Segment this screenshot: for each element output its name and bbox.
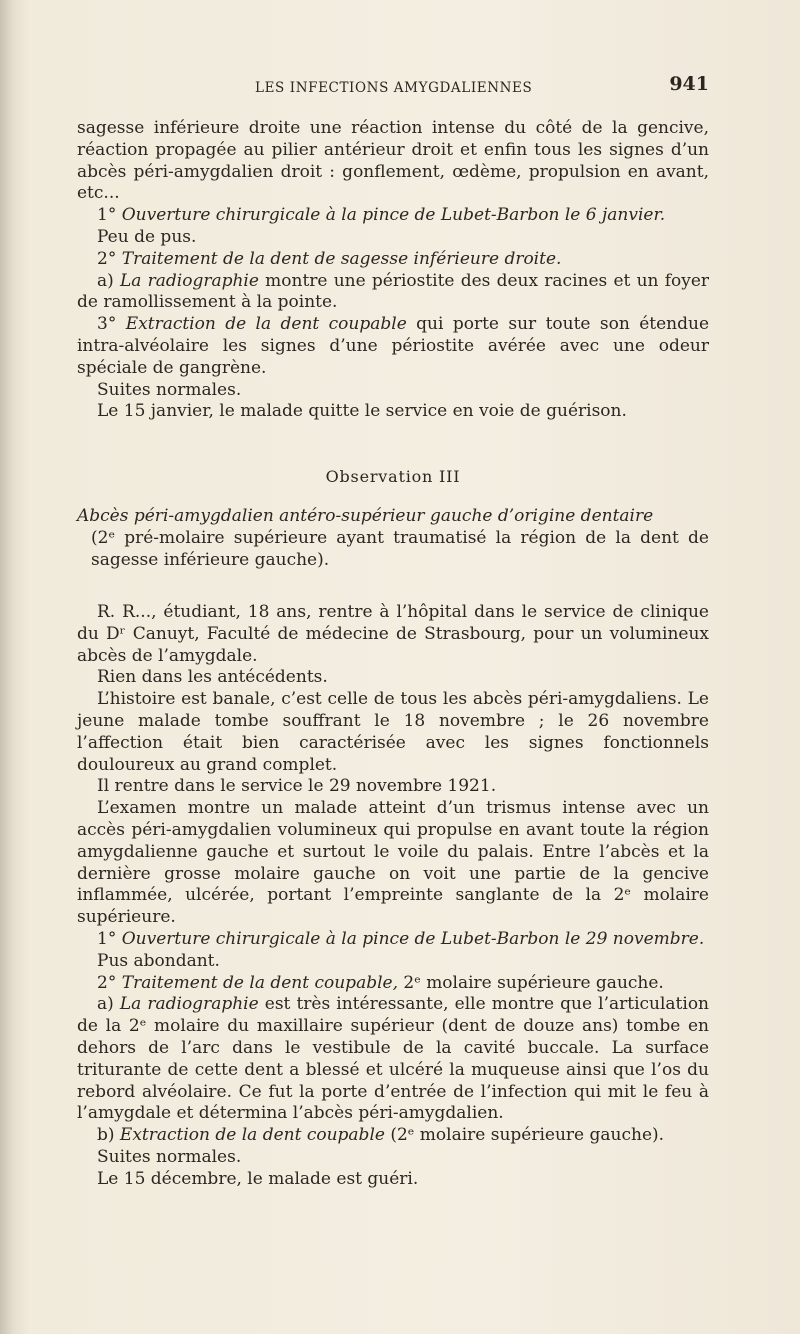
paragraph: Peu de pus. <box>97 226 197 247</box>
observation-body <box>77 602 709 1191</box>
paragraph: a) La radiographie est très intéressante, elle montre que l’articulation de la 2ᵉ molaire du maxillaire supérieur (dent de douze ans) tombe en dehors de l’arc dans le vestibule de la cavité buccale. La surface triturante de cette dent a blessé et ulcéré la muqueuse ainsi que l’os du rebord alvéolaire. Ce fut la porte d’entrée de l’infection qui mit le feu à l’amygdale et détermina l’abcès péri-amygdalien. <box>77 994 710 1124</box>
running-title: LES INFECTIONS AMYGDALIENNES <box>255 80 533 96</box>
paragraph: 2° Traitement de la dent de sagesse inférieure droite. <box>97 248 562 269</box>
paragraph: b) Extraction de la dent coupable (2ᵉ molaire supérieure gauche). <box>97 1125 665 1146</box>
paragraph: Suites normales. <box>97 1146 242 1167</box>
observation-title <box>77 506 709 571</box>
paragraph: Rien dans les antécédents. <box>97 667 328 688</box>
paragraph: 1° Ouverture chirurgicale à la pince de Lubet-Barbon le 29 novembre. <box>97 928 705 949</box>
case-continuation <box>77 118 709 423</box>
paragraph: 1° Ouverture chirurgicale à la pince de Lubet-Barbon le 6 janvier. <box>97 205 666 226</box>
paragraph: Le 15 décembre, le malade est guéri. <box>97 1168 419 1189</box>
paragraph: 3° Extraction de la dent coupable qui porte sur toute son étendue intra-alvéolaire les signes d’une périostite avérée avec une odeur spéciale de gangrène. <box>77 314 709 378</box>
paragraph: L’histoire est banale, c’est celle de tous les abcès péri-amygdaliens. Le jeune malade tombe souffrant le 18 novembre ; le 26 novembre l’affection était bien caractérisée avec les signes fonctionnels douloureux au grand complet. <box>77 689 709 775</box>
page-header <box>77 74 709 98</box>
paragraph: sagesse inférieure droite une réaction intense du côté de la gencive, réaction propagée au pilier antérieur droit et enfin tous les signes d’un abcès péri-amygdalien droit : gonflement, œdème, propulsion en avant, etc... <box>77 118 709 204</box>
page-number: 941 <box>669 73 709 95</box>
paragraph: Suites normales. <box>97 379 242 400</box>
observation-subtitle: (2ᵉ pré-molaire supérieure ayant traumatisé la région de la dent de sagesse inférieure gauche). <box>91 527 709 570</box>
paragraph: L’examen montre un malade atteint d’un trismus intense avec un accès péri-amygdalien volumineux qui propulse en avant toute la région amygdalienne gauche et surtout le voile du palais. Entre l’abcès et la dernière grosse molaire gauche on voit une partie de la gencive inflammée, ulcérée, portant l’empreinte sanglante de la 2ᵉ molaire supérieure. <box>77 798 709 928</box>
paragraph: Le 15 janvier, le malade quitte le service en voie de guérison. <box>97 401 627 422</box>
observation-heading: Observation III <box>325 467 461 486</box>
paragraph: a) La radiographie montre une périostite des deux racines et un foyer de ramollissement à la pointe. <box>77 270 710 313</box>
paragraph: 2° Traitement de la dent coupable, 2ᵉ molaire supérieure gauche. <box>97 972 664 993</box>
observation-title-main: Abcès péri-amygdalien antéro-supérieur gauche d’origine dentaire <box>77 506 654 526</box>
paragraph: Pus abondant. <box>97 950 220 971</box>
paragraph: R. R..., étudiant, 18 ans, rentre à l’hôpital dans le service de clinique du Dʳ Canuyt, Faculté de médecine de Strasbourg, pour un volumineux abcès de l’amygdale. <box>77 602 709 666</box>
paragraph: Il rentre dans le service le 29 novembre 1921. <box>97 776 497 797</box>
